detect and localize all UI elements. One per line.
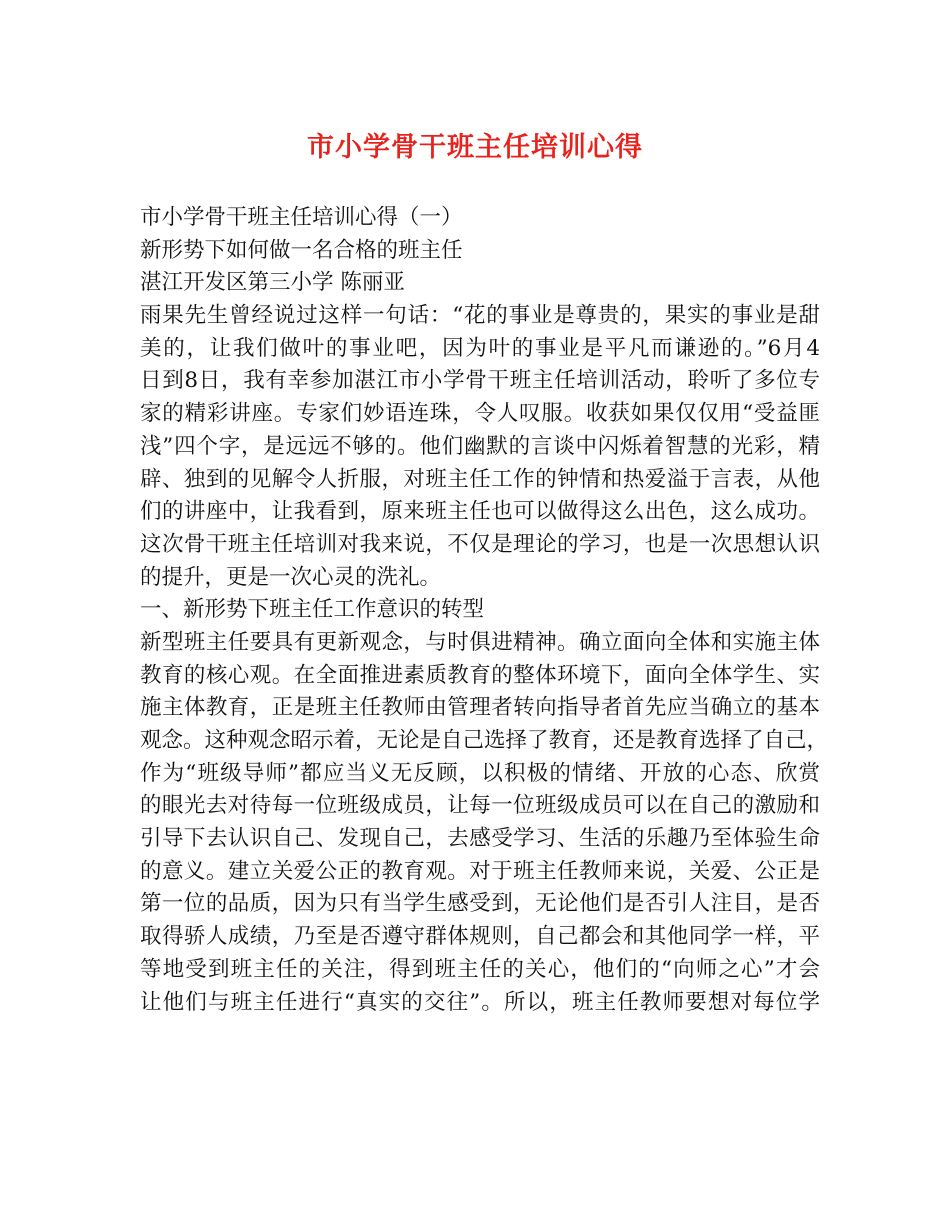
paragraph-line: 浅”四个字，是远远不够的。他们幽默的言谈中闪烁着智慧的光彩，精 [140, 433, 820, 459]
paragraph-line: 美的，让我们做叶的事业吧，因为叶的事业是平凡而谦逊的。”6月4 [140, 335, 820, 361]
paragraph-line: 们的讲座中，让我看到，原来班主任也可以做得这么出色，这么成功。 [140, 499, 820, 525]
paragraph-line: 施主体教育，正是班主任教师由管理者转向指导者首先应当确立的基本 [140, 695, 820, 721]
document-body [140, 202, 829, 1019]
paragraph-line: 教育的核心观。在全面推进素质教育的整体环境下，面向全体学生、实 [140, 662, 820, 688]
section-heading: 一、新形势下班主任工作意识的转型 [140, 597, 485, 623]
paragraph-line: 引导下去认识自己、发现自己，去感受学习、生活的乐趣乃至体验生命 [140, 826, 820, 852]
paragraph-line: 日到8日，我有幸参加湛江市小学骨干班主任培训活动，聆听了多位专 [140, 368, 820, 394]
paragraph-line: 的意义。建立关爱公正的教育观。对于班主任教师来说，关爱、公正是 [140, 858, 820, 884]
paragraph-line: 观念。这种观念昭示着，无论是自己选择了教育，还是教育选择了自己， [140, 728, 829, 753]
paragraph-line: 让他们与班主任进行“真实的交往”。所以，班主任教师要想对每位学 [140, 989, 820, 1015]
paragraph-line: 第一位的品质，因为只有当学生感受到，无论他们是否引人注目，是否 [140, 891, 820, 917]
paragraph-line: 作为“班级导师”都应当义无反顾，以积极的情绪、开放的心态、欣赏 [140, 760, 820, 786]
document-title: 市小学骨干班主任培训心得 [307, 132, 643, 163]
paragraph-line: 等地受到班主任的关注，得到班主任的关心，他们的“向师之心”才会 [140, 956, 820, 982]
author-line: 湛江开发区第三小学 陈丽亚 [140, 270, 405, 296]
paragraph-line: 辟、独到的见解令人折服，对班主任工作的钟情和热爱溢于言表，从他 [140, 466, 820, 492]
subtitle-line: 新形势下如何做一名合格的班主任 [140, 237, 463, 263]
paragraph-line: 家的精彩讲座。专家们妙语连珠，令人叹服。收获如果仅仅用“受益匪 [140, 401, 820, 427]
paragraph-line: 的提升，更是一次心灵的洗礼。 [140, 564, 442, 590]
paragraph-line: 的眼光去对待每一位班级成员，让每一位班级成员可以在自己的激励和 [140, 793, 820, 819]
paragraph-line: 新型班主任要具有更新观念，与时俱进精神。确立面向全体和实施主体 [140, 629, 820, 655]
paragraph-line: 取得骄人成绩，乃至是否遵守群体规则，自己都会和其他同学一样，平 [140, 924, 820, 950]
paragraph-line: 雨果先生曾经说过这样一句话：“花的事业是尊贵的，果实的事业是甜 [140, 303, 820, 329]
subtitle-line: 市小学骨干班主任培训心得（一） [140, 205, 463, 230]
paragraph-line: 这次骨干班主任培训对我来说，不仅是理论的学习，也是一次思想认识 [140, 531, 820, 557]
